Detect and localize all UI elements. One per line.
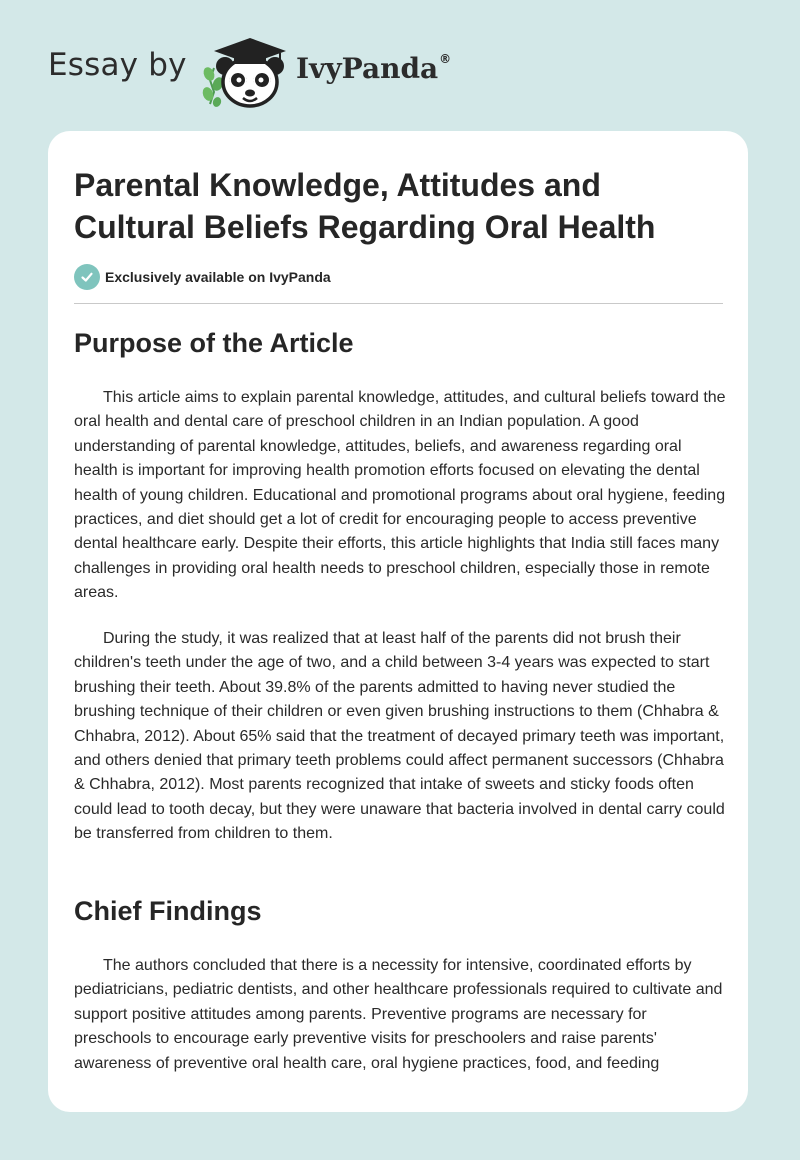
check-circle-icon xyxy=(74,264,100,290)
panda-logo-icon[interactable] xyxy=(200,34,292,108)
title-divider xyxy=(74,303,723,304)
brand-name[interactable] xyxy=(296,52,452,85)
paragraph-purpose-1: This article aims to explain parental knowledge, attitudes, and cultural beliefs toward the oral health and dental care of preschool children in an Indian population. A good understanding of parental knowledge, attitudes, beliefs, and awareness regarding oral health is important for improving health promotion efforts focused on elevating the dental health of young children. Educational and promotional programs about oral hygiene, feeding practices, and diet should get a lot of credit for encouraging people to access preventive dental healthcare early. Despite their efforts, this article highlights that India still faces many challenges in providing oral health needs to preschool children, especially those in remote areas. xyxy=(74,389,726,602)
essay-by-label: Essay by xyxy=(48,47,187,83)
section-heading-purpose: Purpose of the Article xyxy=(74,328,354,358)
badge-label: Exclusively available on IvyPanda xyxy=(105,269,331,285)
brand-name-text: IvyPanda xyxy=(296,52,439,85)
site-header xyxy=(0,0,800,130)
paragraph-purpose-2: During the study, it was realized that at least half of the parents did not brush their children's teeth under the age of two, and a child between 3-4 years was expected to start brushing their teeth. About 39.8% of the parents admitted to having never studied the brushing technique of their children or even given brushing instructions to them (Chhabra & Chhabra, 2012). About 65% said that the treatment of decayed primary teeth was important, and others denied that primary teeth problems could affect permanent successors (Chhabra & Chhabra, 2012). Most parents recognized that intake of sweets and sticky foods often could lead to tooth decay, but they were unaware that bacteria involved in dental carry could be transferred from children to them. xyxy=(74,630,725,843)
registered-mark: ® xyxy=(439,52,452,66)
article-card xyxy=(48,131,748,1112)
paragraph-findings-1: The authors concluded that there is a necessity for intensive, coordinated efforts by pediatricians, pediatric dentists, and other healthcare professionals required to cultivate and support positive attitudes among parents. Preventive programs are necessary for preschools to encourage early preventive visits for preschoolers and raise parents' awareness of preventive oral health care, oral hygiene practices, food, and feeding xyxy=(74,957,723,1072)
article-title: Parental Knowledge, Attitudes and Cultural Beliefs Regarding Oral Health xyxy=(74,167,656,245)
section-heading-findings: Chief Findings xyxy=(74,896,262,926)
exclusive-badge xyxy=(74,263,331,291)
